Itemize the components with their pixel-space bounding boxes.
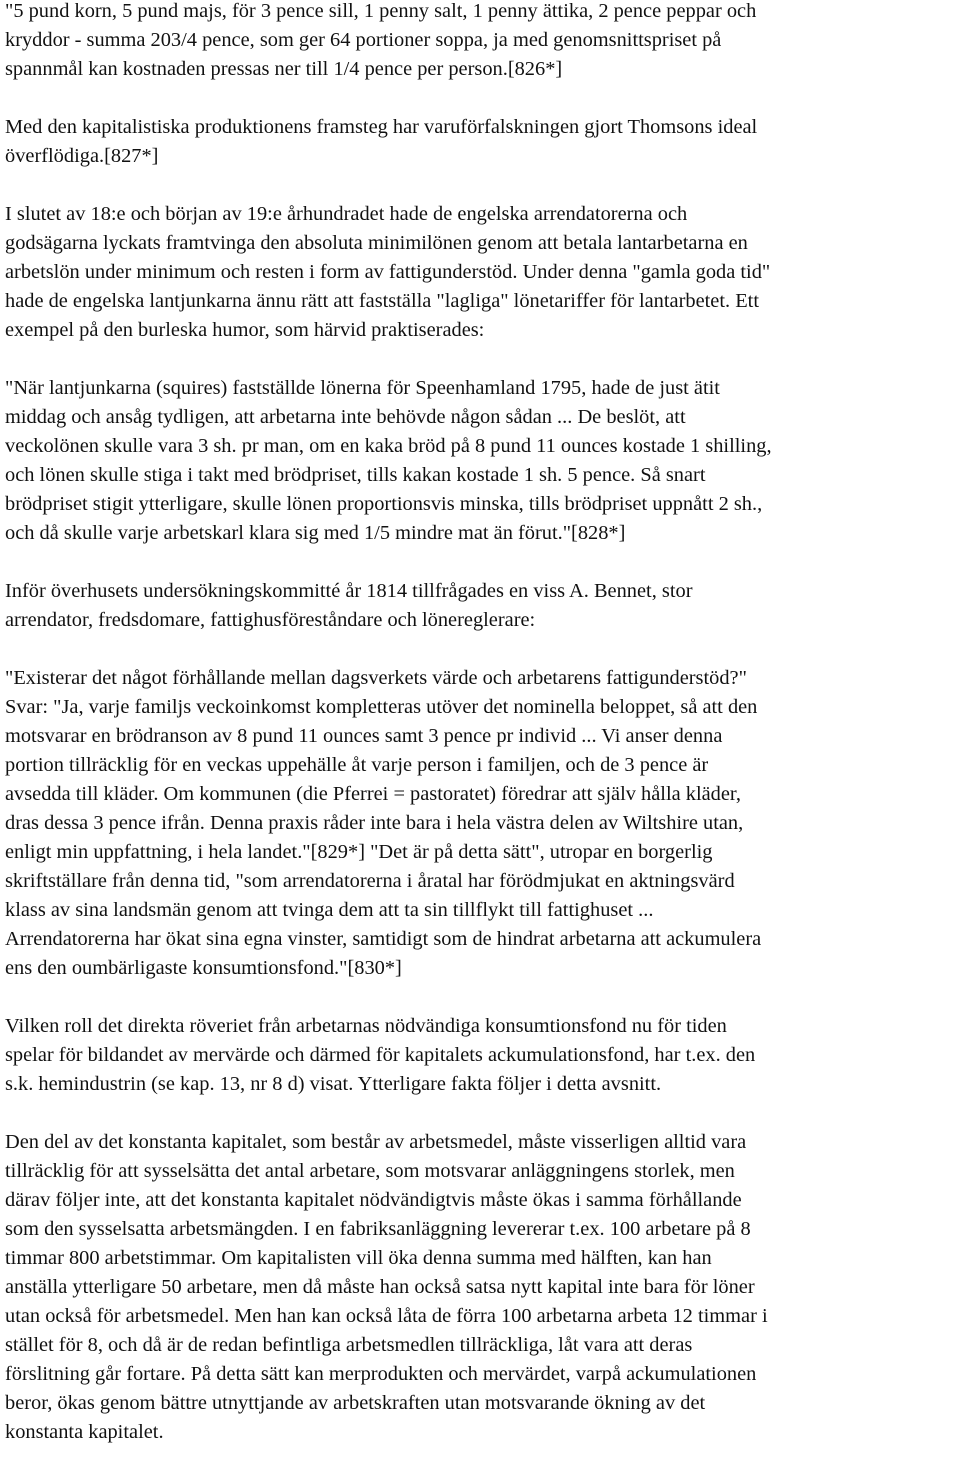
text-line: ens den oumbärligaste konsumtionsfond."[830*] bbox=[5, 957, 402, 979]
text-line: s.k. hemindustrin (se kap. 13, nr 8 d) visat. Ytterligare fakta följer i detta avsnitt. bbox=[5, 1073, 662, 1095]
text-line: middag och ansåg tydligen, att arbetarna inte behövde någon sådan ... De beslöt, att bbox=[5, 406, 686, 428]
text-line: överflödiga.[827*] bbox=[5, 145, 159, 167]
text-line: "Existerar det något förhållande mellan dagsverkets värde och arbetarens fattigunderstöd?" bbox=[5, 667, 747, 689]
text-line: Med den kapitalistiska produktionens framsteg har varuförfalskningen gjort Thomsons ideal bbox=[5, 116, 758, 138]
text-line: tillräcklig för att sysselsätta det antal arbetare, som motsvarar anläggningens storlek, men bbox=[5, 1160, 735, 1182]
text-line: avsedda till kläder. Om kommunen (die Pferrei = pastoratet) föredrar att själv hålla kläder, bbox=[5, 783, 741, 805]
text-line: skriftställare från denna tid, "som arrendatorerna i åratal har förödmjukat en aktningsvärd bbox=[5, 870, 735, 892]
text-line: "När lantjunkarna (squires) fastställde lönerna för Speenhamland 1795, hade de just ätit bbox=[5, 377, 720, 399]
text-line: dras dessa 3 pence ifrån. Denna praxis råder inte bara i hela västra delen av Wiltshire utan, bbox=[5, 812, 744, 834]
text-line: timmar 800 arbetstimmar. Om kapitalisten vill öka denna summa med hälften, kan han bbox=[5, 1247, 712, 1269]
text-line: Arrendatorerna har ökat sina egna vinster, samtidigt som de hindrat arbetarna att ackumulera bbox=[5, 928, 762, 950]
text-line: I slutet av 18:e och början av 19:e århundradet hade de engelska arrendatorerna och bbox=[5, 203, 688, 225]
text-line: konstanta kapitalet. bbox=[5, 1421, 164, 1443]
text-line: spelar för bildandet av mervärde och därmed för kapitalets ackumulationsfond, har t.ex. den bbox=[5, 1044, 756, 1066]
text-line: utan också för arbetsmedel. Men han kan också låta de förra 100 arbetarna arbeta 12 timmar i bbox=[5, 1305, 768, 1327]
text-line: och lönen skulle stiga i takt med brödpriset, tills kakan kostade 1 sh. 5 pence. Så snart bbox=[5, 464, 706, 486]
text-line: Den del av det konstanta kapitalet, som består av arbetsmedel, måste visserligen alltid vara bbox=[5, 1131, 747, 1153]
text-line: Svar: "Ja, varje familjs veckoinkomst kompletteras utöver det nominella beloppet, så att den bbox=[5, 696, 758, 718]
text-line: förslitning går fortare. På detta sätt kan merprodukten och mervärdet, varpå ackumulationen bbox=[5, 1363, 757, 1385]
text-line: som den sysselsatta arbetsmängden. I en fabriksanläggning levererar t.ex. 100 arbetare på 8 bbox=[5, 1218, 751, 1240]
text-line: Inför överhusets undersökningskommitté år 1814 tillfrågades en viss A. Bennet, stor bbox=[5, 580, 693, 602]
text-line: kryddor - summa 203/4 pence, som ger 64 portioner soppa, ja med genomsnittspriset på bbox=[5, 29, 722, 51]
text-line: veckolönen skulle vara 3 sh. pr man, om en kaka bröd på 8 pund 11 ounces kostade 1 shilling, bbox=[5, 435, 772, 457]
text-line: hade de engelska lantjunkarna ännu rätt att fastställa "lagliga" lönetariffer för lantarbetet. Ett bbox=[5, 290, 759, 312]
text-line: motsvarar en brödranson av 8 pund 11 ounces samt 3 pence pr individ ... Vi anser denna bbox=[5, 725, 723, 747]
text-line: enligt min uppfattning, i hela landet."[829*] "Det är på detta sätt", utropar en borgerlig bbox=[5, 841, 713, 863]
text-line: godsägarna lyckats framtvinga den absoluta minimilönen genom att betala lantarbetarna en bbox=[5, 232, 748, 254]
text-line: portion tillräcklig för en veckas uppehälle åt varje person i familjen, och de 3 pence är bbox=[5, 754, 709, 776]
text-line: arrendator, fredsdomare, fattighusföreståndare och lönereglerare: bbox=[5, 609, 536, 631]
text-line: Vilken roll det direkta röveriet från arbetarnas nödvändiga konsumtionsfond nu för tiden bbox=[5, 1015, 727, 1037]
text-line: därav följer inte, att det konstanta kapitalet nödvändigtvis måste ökas i samma förhållande bbox=[5, 1189, 742, 1211]
text-line: anställa ytterligare 50 arbetare, men då måste han också satsa nytt kapital inte bara för löner bbox=[5, 1276, 755, 1298]
text-line: spannmål kan kostnaden pressas ner till 1/4 pence per person.[826*] bbox=[5, 58, 563, 80]
text-line: och då skulle varje arbetskarl klara sig med 1/5 mindre mat än förut."[828*] bbox=[5, 522, 626, 544]
text-line: arbetslön under minimum och resten i form av fattigunderstöd. Under denna "gamla goda tid" bbox=[5, 261, 771, 283]
text-line: exempel på den burleska humor, som härvid praktiserades: bbox=[5, 319, 485, 341]
text-line: brödpriset stigit ytterligare, skulle lönen proportionsvis minska, tills brödpriset uppnått 2 sh., bbox=[5, 493, 763, 515]
text-line: "5 pund korn, 5 pund majs, för 3 pence sill, 1 penny salt, 1 penny ättika, 2 pence peppar och bbox=[5, 0, 757, 22]
text-line: stället för 8, och då är de redan befintliga arbetsmedlen tillräckliga, låt vara att deras bbox=[5, 1334, 693, 1356]
text-line: klass av sina landsmän genom att tvinga dem att ta sin tillflykt till fattighuset ... bbox=[5, 899, 654, 921]
text-line: beror, ökas genom bättre utnyttjande av arbetskraften utan motsvarande ökning av det bbox=[5, 1392, 706, 1414]
